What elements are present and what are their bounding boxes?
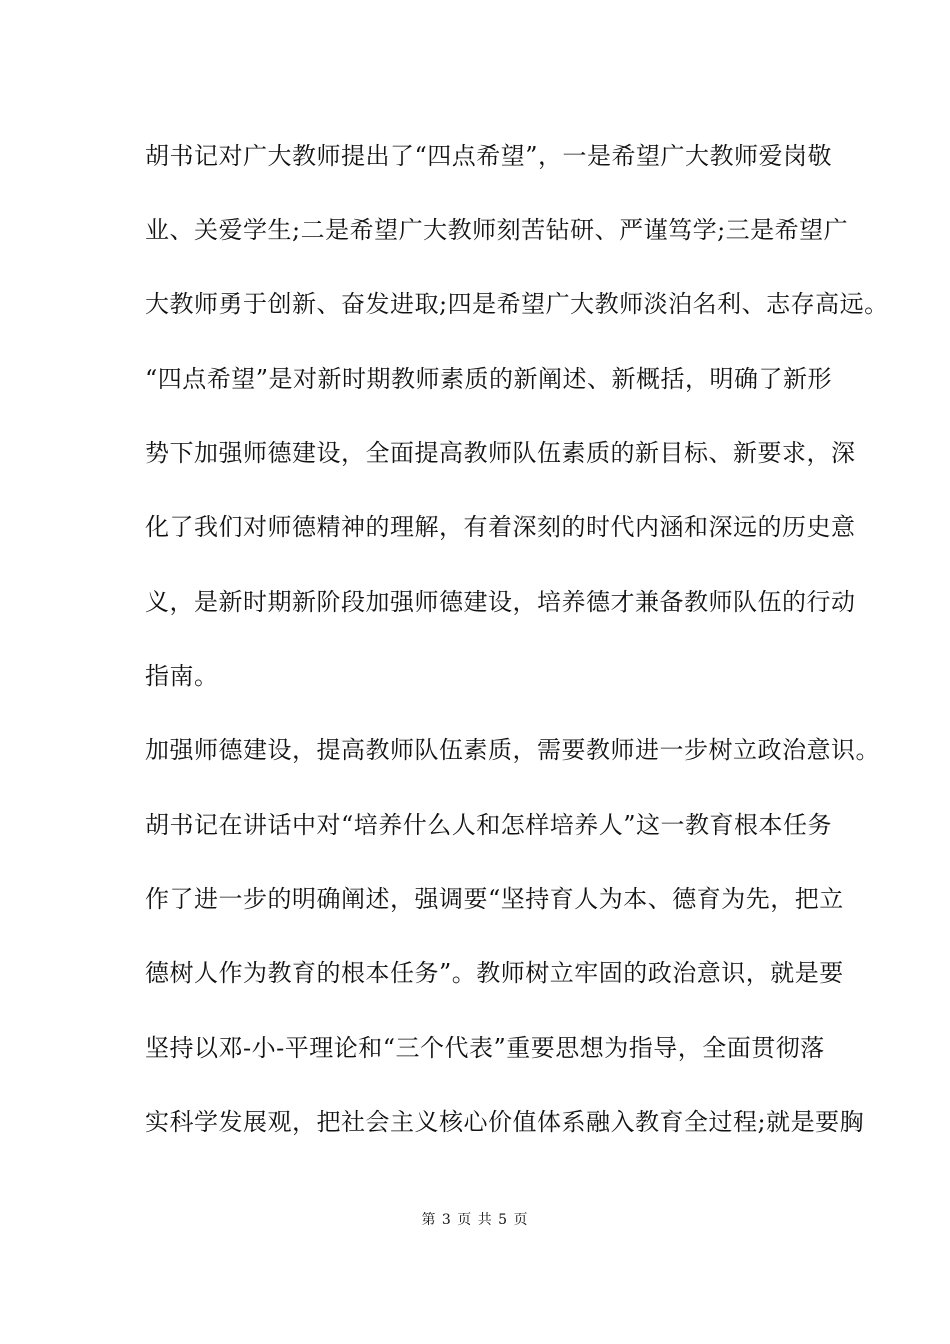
text-line: 指南。 bbox=[145, 662, 219, 690]
text-line: 大教师勇于创新、奋发进取;四是希望广大教师淡泊名利、志存高远。 bbox=[145, 290, 889, 318]
text-line: 化了我们对师德精神的理解，有着深刻的时代内涵和深远的历史意 bbox=[145, 513, 856, 541]
text-line: 业、关爱学生;二是希望广大教师刻苦钻研、严谨笃学;三是希望广 bbox=[145, 216, 849, 244]
text-line: 作了进一步的明确阐述，强调要“坚持育人为本、德育为先，把立 bbox=[145, 885, 844, 913]
text-line: 势下加强师德建设，全面提高教师队伍素质的新目标、新要求，深 bbox=[145, 439, 856, 467]
text-line: 德树人作为教育的根本任务”。教师树立牢固的政治意识，就是要 bbox=[145, 959, 844, 987]
text-line: 义，是新时期新阶段加强师德建设，培养德才兼备教师队伍的行动 bbox=[145, 588, 856, 616]
text-line: 胡书记在讲话中对“培养什么人和怎样培养人”这一教育根本任务 bbox=[145, 811, 833, 839]
text-line: “四点希望”是对新时期教师素质的新阐述、新概括，明确了新形 bbox=[145, 365, 833, 393]
text-line: 坚持以邓-小-平理论和“三个代表”重要思想为指导，全面贯彻落 bbox=[145, 1034, 825, 1062]
text-line: 胡书记对广大教师提出了“四点希望”，一是希望广大教师爱岗敬 bbox=[145, 142, 833, 170]
text-line: 实科学发展观，把社会主义核心价值体系融入教育全过程;就是要胸 bbox=[145, 1108, 865, 1136]
page-number-footer: 第 3 页 共 5 页 bbox=[421, 1212, 529, 1228]
text-line: 加强师德建设，提高教师队伍素质，需要教师进一步树立政治意识。 bbox=[145, 736, 880, 764]
